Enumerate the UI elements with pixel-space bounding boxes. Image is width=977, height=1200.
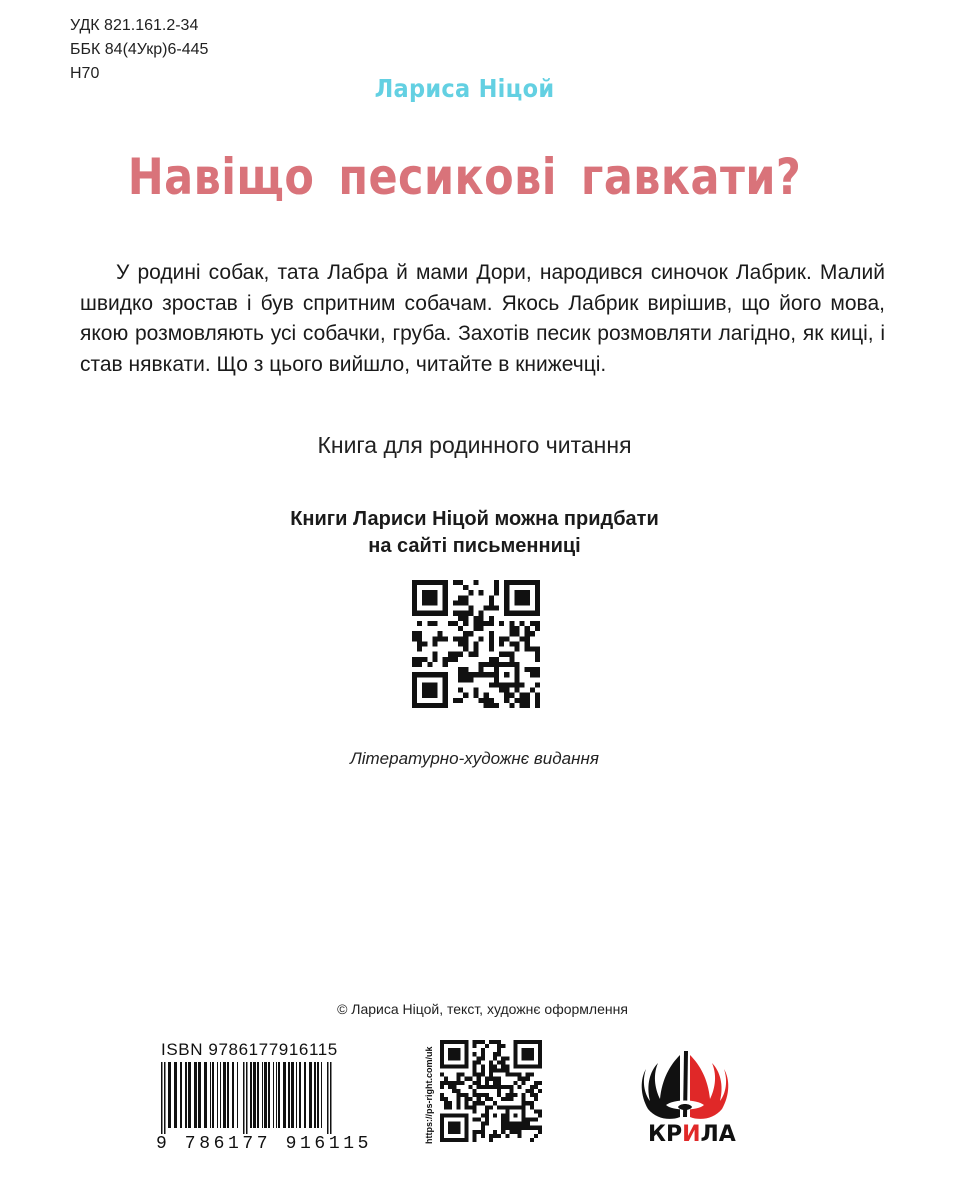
isbn-label: ISBN 9786177916115	[161, 1040, 338, 1059]
genre-label: Книга для родинного читання	[317, 432, 632, 458]
book-title: Навіщо песикові гавкати?	[127, 148, 802, 206]
udk-code: УДК 821.161.2-34	[70, 17, 199, 34]
logo-text-red: И	[682, 1122, 701, 1147]
barcode-icon	[161, 1062, 333, 1134]
barcode-digits: 9 786177 916115	[156, 1134, 373, 1154]
book-annotation: У родині собак, тата Лабра й мами Дори, народився синочок Лабрик. Малий швидко зростав і був спритним собачам. Якось Лабрик вирішив, що його мова, якою розмовляють усі собачки, груба. Захотів песик розмовляти лагідно, як киці, і став нявкати. Що з цього вийшло, читайте в книжечці.	[80, 261, 885, 376]
logo-text-dark-2: ЛА	[700, 1122, 736, 1147]
qr-url-text[interactable]: https://ps-right.com/uk	[424, 1046, 434, 1144]
author-name: Лариса Ніцой	[374, 74, 555, 103]
publisher-logo-text	[648, 1122, 736, 1147]
author-code: Н70	[70, 65, 100, 82]
copyright-notice: © Лариса Ніцой, текст, художнє оформлення	[337, 1001, 628, 1017]
qr-code-small-icon[interactable]	[440, 1040, 542, 1142]
promo-line-1: Книги Лариси Ніцой можна придбати	[290, 508, 659, 530]
edition-type: Літературно-художнє видання	[350, 749, 599, 768]
qr-code-icon[interactable]	[412, 580, 540, 708]
bbk-code: ББК 84(4Укр)6-445	[70, 41, 209, 58]
promo-text	[0, 506, 949, 560]
logo-text-dark: КР	[648, 1122, 683, 1147]
promo-line-2: на сайті письменниці	[368, 535, 581, 557]
